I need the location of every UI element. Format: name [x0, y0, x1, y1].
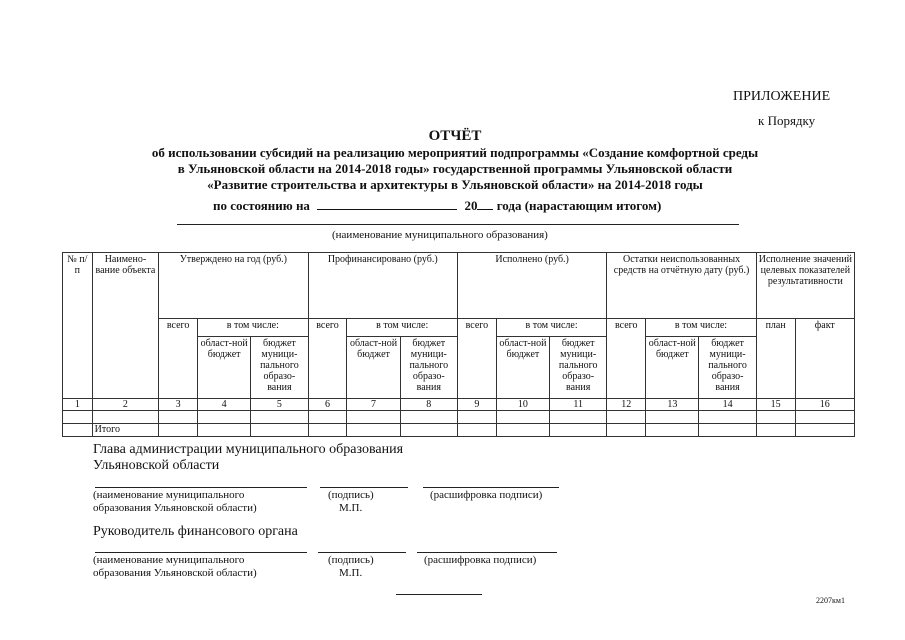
cell[interactable] — [607, 424, 646, 437]
head-decode-blank[interactable] — [423, 487, 559, 488]
remainder-municipal-header: бюджет муници-пального образо-вания — [699, 337, 756, 399]
col-number: 6 — [308, 399, 347, 411]
finance-name-caption-2: образования Ульяновской области) — [93, 567, 257, 579]
col-number: 15 — [756, 399, 795, 411]
cell[interactable] — [251, 424, 308, 437]
col-number: 2 — [92, 399, 159, 411]
head-decode-caption: (расшифровка подписи) — [430, 489, 543, 501]
financed-total-header: всего — [308, 319, 347, 399]
finance-decode-caption: (расшифровка подписи) — [424, 554, 537, 566]
date-year: 20 — [464, 198, 478, 213]
municipality-caption: (наименование муниципального образования) — [332, 229, 548, 241]
col-number: 4 — [198, 399, 251, 411]
col-number: 11 — [550, 399, 607, 411]
finance-decode-blank[interactable] — [417, 552, 557, 553]
col-number: 9 — [457, 399, 496, 411]
cell[interactable] — [496, 411, 549, 424]
date-suffix: года (нарастающим итогом) — [496, 198, 662, 213]
col-executed-header: Исполнено (руб.) — [457, 253, 606, 319]
cell[interactable] — [92, 411, 159, 424]
financed-regional-header: област-ной бюджет — [347, 337, 400, 399]
finance-name-blank[interactable] — [95, 552, 307, 553]
total-row — [63, 424, 855, 437]
col-number: 16 — [795, 399, 854, 411]
remainder-total-header: всего — [607, 319, 646, 399]
cell[interactable] — [550, 411, 607, 424]
col-remainder-header: Остатки неиспользованных средств на отчётную дату (руб.) — [607, 253, 756, 319]
col-number: 12 — [607, 399, 646, 411]
col-approved-header: Утверждено на год (руб.) — [159, 253, 308, 319]
head-sign-caption: (подпись) — [328, 489, 374, 501]
column-number-row — [63, 399, 855, 411]
report-line-3: «Развитие строительства и архитектуры в Ульяновской области» на 2014-2018 годы — [207, 177, 703, 192]
plan-header: план — [756, 319, 795, 399]
municipality-blank-line[interactable] — [177, 224, 739, 225]
header-row-sub — [63, 319, 855, 337]
cell[interactable] — [400, 411, 457, 424]
col-performance-header: Исполнение значений целевых показателей результативности — [756, 253, 854, 319]
appendix-title: ПРИЛОЖЕНИЕ — [733, 89, 831, 104]
cell[interactable] — [159, 411, 198, 424]
cell[interactable] — [756, 424, 795, 437]
cell[interactable] — [496, 424, 549, 437]
col-number: 13 — [646, 399, 699, 411]
cell[interactable] — [795, 424, 854, 437]
cell[interactable] — [756, 411, 795, 424]
head-stamp: М.П. — [339, 502, 363, 514]
cell[interactable] — [646, 411, 699, 424]
col-number: 8 — [400, 399, 457, 411]
cell[interactable] — [457, 411, 496, 424]
header-row-main — [63, 253, 855, 319]
cell[interactable] — [795, 411, 854, 424]
report-table — [62, 252, 855, 437]
report-date-line — [213, 197, 661, 214]
executed-municipal-header: бюджет муници-пального образо-вания — [550, 337, 607, 399]
finance-head-title: Руководитель финансового органа — [93, 524, 298, 539]
col-number: 5 — [251, 399, 308, 411]
report-title: ОТЧЁТ — [428, 128, 482, 144]
cell[interactable] — [699, 411, 756, 424]
col-number: 3 — [159, 399, 198, 411]
executed-including-header: в том числе: — [496, 319, 607, 337]
finance-stamp: М.П. — [339, 567, 363, 579]
head-title-line-2: Ульяновской области — [93, 458, 220, 473]
cell[interactable] — [308, 424, 347, 437]
cell[interactable] — [308, 411, 347, 424]
document-code: 2207км1 — [816, 596, 845, 605]
approved-regional-header: област-ной бюджет — [198, 337, 251, 399]
col-name-header: Наимено-вание объекта — [92, 253, 159, 399]
finance-sign-caption: (подпись) — [328, 554, 374, 566]
financed-municipal-header: бюджет муници-пального образо-вания — [400, 337, 457, 399]
executed-regional-header: област-ной бюджет — [496, 337, 549, 399]
cell[interactable] — [63, 411, 93, 424]
head-title-line-1: Глава администрации муниципального образования — [93, 442, 404, 457]
cell[interactable] — [159, 424, 198, 437]
remainder-including-header: в том числе: — [646, 319, 757, 337]
cell[interactable] — [63, 424, 93, 437]
col-number: 7 — [347, 399, 400, 411]
cell[interactable] — [550, 424, 607, 437]
remainder-regional-header: област-ной бюджет — [646, 337, 699, 399]
report-line-1: об использовании субсидий на реализацию мероприятий подпрограммы «Создание комфортной среды — [151, 145, 759, 160]
appendix-subtitle: к Порядку — [758, 113, 816, 128]
head-name-caption-1: (наименование муниципального — [93, 489, 245, 501]
cell[interactable] — [607, 411, 646, 424]
head-name-blank[interactable] — [95, 487, 307, 488]
cell[interactable] — [198, 411, 251, 424]
executed-total-header: всего — [457, 319, 496, 399]
approved-total-header: всего — [159, 319, 198, 399]
date-prefix: по состоянию на — [213, 198, 310, 213]
approved-municipal-header: бюджет муници-пального образо-вания — [251, 337, 308, 399]
head-name-caption-2: образования Ульяновской области) — [93, 502, 257, 514]
col-number: 14 — [699, 399, 756, 411]
footer-divider — [396, 594, 482, 595]
cell[interactable] — [457, 424, 496, 437]
report-line-2: в Ульяновской области на 2014-2018 годы» государственной программы Ульяновской области — [177, 161, 733, 176]
cell[interactable] — [699, 424, 756, 437]
col-number: 10 — [496, 399, 549, 411]
cell[interactable] — [347, 411, 400, 424]
col-number: 1 — [63, 399, 93, 411]
year-blank[interactable] — [477, 197, 493, 210]
cell[interactable] — [400, 424, 457, 437]
table-row — [63, 411, 855, 424]
date-blank[interactable] — [317, 197, 457, 210]
report-heading — [60, 128, 850, 193]
finance-name-caption-1: (наименование муниципального — [93, 554, 245, 566]
fact-header: факт — [795, 319, 854, 399]
cell[interactable] — [251, 411, 308, 424]
cell[interactable] — [646, 424, 699, 437]
approved-including-header: в том числе: — [198, 319, 309, 337]
finance-sign-blank[interactable] — [318, 552, 406, 553]
head-sign-blank[interactable] — [320, 487, 408, 488]
col-num-header: № п/п — [63, 253, 93, 399]
col-financed-header: Профинансировано (руб.) — [308, 253, 457, 319]
cell[interactable] — [198, 424, 251, 437]
total-label: Итого — [92, 424, 159, 437]
financed-including-header: в том числе: — [347, 319, 458, 337]
cell[interactable] — [347, 424, 400, 437]
